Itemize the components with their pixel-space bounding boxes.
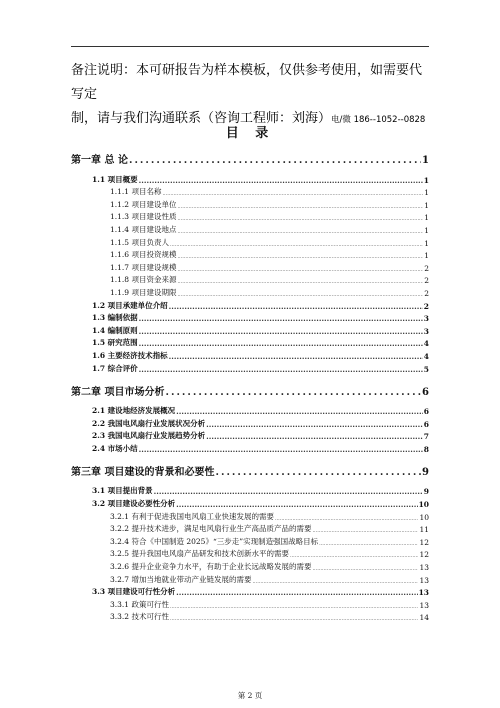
toc-leader-dots — [177, 216, 423, 222]
toc-entry-page: 13 — [419, 563, 429, 573]
toc-entry-label: 3.2.7 增加当地就业带动产业链发展的需要 — [110, 574, 252, 584]
toc-entry-label: 第一章 总 论 — [71, 155, 128, 166]
toc-entry-section[interactable] — [71, 496, 429, 509]
toc-entry-page: 6 — [422, 386, 429, 398]
toc-entry-label: 3.2.6 提升企业竞争力水平，有助于企业长远战略发展的需要 — [110, 562, 312, 572]
toc-leader-dots — [170, 604, 418, 610]
toc-entry-page: 1 — [424, 225, 429, 235]
chapter-gap — [71, 374, 429, 382]
page-number: 第 2 页 — [237, 691, 263, 700]
toc-leader-dots — [170, 616, 418, 622]
toc-entry-page: 12 — [419, 550, 429, 560]
toc-entry-page: 2 — [424, 288, 429, 298]
toc-entry-page: 1 — [424, 200, 429, 210]
toc-entry-page: 11 — [419, 525, 429, 535]
toc-entry-label: 2.4 市场小结 — [92, 443, 138, 453]
toc-entry-page: 14 — [419, 613, 429, 623]
toc-entry-page: 13 — [418, 588, 429, 598]
toc-entry-section[interactable] — [71, 441, 429, 454]
toc-entry-page: 9 — [423, 487, 429, 497]
toc-entry-label: 1.1.6 项目投资规模 — [110, 250, 177, 260]
toc-entry-page: 13 — [419, 575, 429, 585]
toc-entry-page: 7 — [423, 432, 429, 442]
toc-entry-label: 1.1.5 项目负责人 — [110, 237, 169, 247]
toc-leader-dots — [170, 242, 423, 248]
toc-entry-page: 2 — [423, 301, 429, 311]
toc-leader-dots — [319, 541, 418, 547]
toc-entry-label: 1.1.7 项目建设规模 — [110, 262, 177, 272]
toc-entry-page: 2 — [424, 276, 429, 286]
toc-entry-page: 12 — [419, 537, 429, 547]
toc-leader-dots — [169, 352, 423, 361]
toc-entry-label: 3.1 项目提出背景 — [92, 486, 153, 496]
header-rule — [71, 46, 429, 47]
toc-entry-subsection[interactable] — [71, 222, 429, 235]
toc-entry-page: 1 — [424, 188, 429, 198]
toc-leader-dots — [139, 314, 423, 323]
toc-leader-dots — [139, 365, 423, 374]
toc-leader-dots — [176, 407, 423, 416]
toc-entry-page: 4 — [423, 351, 429, 361]
toc-leader-dots — [215, 467, 421, 478]
contact-phone: 电/微 186--1052--0828 — [331, 115, 426, 125]
toc-entry-subsection[interactable] — [71, 210, 429, 223]
toc-entry-subsection[interactable] — [71, 597, 429, 610]
toc-entry-page: 13 — [419, 600, 429, 610]
toc-entry-section[interactable] — [71, 429, 429, 442]
toc-entry-label: 1.1.2 项目建设单位 — [110, 199, 177, 209]
toc-leader-dots — [206, 420, 423, 429]
toc-entry-subsection[interactable] — [71, 534, 429, 547]
toc-leader-dots — [177, 229, 423, 235]
toc-entry-page: 1 — [422, 155, 429, 166]
toc-entry-subsection[interactable] — [71, 572, 429, 585]
toc-entry-page: 1 — [423, 175, 429, 185]
toc-entry-label: 1.1.9 项目建设期限 — [110, 287, 177, 297]
toc-leader-dots — [139, 339, 423, 348]
toc-entry-label: 2.2 我国电风扇行业发展状况分析 — [92, 418, 206, 428]
toc-entry-section[interactable] — [71, 585, 429, 598]
toc-entry-label: 1.4 编制原则 — [92, 325, 138, 335]
toc-entry-label: 3.3.2 技术可行性 — [110, 612, 169, 622]
toc-entry-page: 4 — [423, 339, 429, 349]
toc-leader-dots — [169, 302, 423, 311]
toc-entry-subsection[interactable] — [71, 235, 429, 248]
toc-entry-label: 1.6 主要经济技术指标 — [92, 350, 168, 360]
toc-entry-page: 1 — [424, 238, 429, 248]
chapter-gap — [71, 454, 429, 462]
toc-entry-section[interactable] — [71, 311, 429, 324]
toc-entry-page: 5 — [423, 364, 429, 374]
toc-title: 目 录 — [225, 126, 275, 141]
toc-entry-subsection[interactable] — [71, 285, 429, 298]
toc-leader-dots — [139, 327, 423, 336]
toc-entry-page: 6 — [423, 419, 429, 429]
toc-leader-dots — [176, 500, 417, 509]
toc-entry-page: 8 — [423, 444, 429, 454]
toc-entry-label: 1.3 编制依据 — [92, 313, 138, 323]
toc-entry-subsection[interactable] — [71, 522, 429, 535]
toc-entry-label: 3.3.1 政策可行性 — [110, 599, 169, 609]
toc-leader-dots — [252, 579, 418, 585]
toc-entry-label: 1.7 综合评价 — [92, 363, 138, 373]
toc-entry-label: 1.5 研究范围 — [92, 338, 138, 348]
toc-entry-section[interactable] — [71, 416, 429, 429]
toc-leader-dots — [312, 566, 418, 572]
notice-line-2-text: 制，请与我们沟通联系（咨询工程师：刘海） — [71, 111, 332, 126]
toc-entry-chapter[interactable] — [71, 462, 429, 478]
toc-entry-label: 第二章 项目市场分析 — [71, 386, 165, 398]
toc-entry-page: 1 — [424, 213, 429, 223]
toc-leader-dots — [154, 487, 423, 496]
toc-leader-dots — [177, 204, 423, 210]
toc-entry-page: 3 — [423, 326, 429, 336]
toc-entry-page: 1 — [424, 251, 429, 261]
toc-entry-section[interactable] — [71, 323, 429, 336]
toc-entry-section[interactable] — [71, 348, 429, 361]
toc-entry-page: 9 — [422, 466, 429, 478]
toc-entry-page: 3 — [423, 314, 429, 324]
toc-entry-label: 1.1.4 项目建设地点 — [110, 224, 177, 234]
toc-entry-label: 1.1.3 项目建设性质 — [110, 212, 177, 222]
toc-entry-subsection[interactable] — [71, 197, 429, 210]
toc-leader-dots — [176, 588, 417, 597]
toc-leader-dots — [162, 191, 423, 197]
toc-leader-dots — [177, 279, 423, 285]
toc-entry-section[interactable] — [71, 298, 429, 311]
toc-leader-dots — [129, 155, 421, 166]
toc-entry-subsection[interactable] — [71, 260, 429, 273]
toc-entry-label: 2.3 我国电风扇行业发展趋势分析 — [92, 431, 206, 441]
notice-line-1: 备注说明：本可研报告为样本模板，仅供参考使用，如需要代写定 — [71, 63, 423, 102]
toc-entry-label: 2.1 建设地经济发展概况 — [92, 406, 176, 416]
toc-entry-label: 1.2 项目承建单位介绍 — [92, 300, 168, 310]
toc-entry-page: 6 — [423, 407, 429, 417]
toc-leader-dots — [206, 432, 423, 441]
toc-entry-subsection[interactable] — [71, 185, 429, 198]
toc-leader-dots — [177, 267, 423, 273]
toc-entry-subsection[interactable] — [71, 509, 429, 522]
toc-entry-chapter[interactable] — [71, 150, 429, 166]
toc-entry-label: 3.2.4 符合《中国制造 2025》“三步走”实现制造强国战略目标 — [110, 536, 319, 546]
toc-entry-page: 2 — [424, 263, 429, 273]
toc-entry-subsection[interactable] — [71, 248, 429, 261]
toc-entry-label: 3.2.5 提升我国电风扇产品研发和技术创新水平的需要 — [110, 549, 289, 559]
toc-leader-dots — [165, 387, 421, 398]
toc-entry-subsection[interactable] — [71, 610, 429, 623]
toc-entry-subsection[interactable] — [71, 273, 429, 286]
toc-leader-dots — [290, 553, 418, 559]
table-of-contents — [71, 150, 429, 622]
toc-entry-label: 3.3 项目建设可行性分析 — [92, 587, 176, 597]
toc-entry-label: 第三章 项目建设的背景和必要性 — [71, 466, 215, 478]
toc-leader-dots — [275, 516, 418, 522]
toc-entry-page: 10 — [418, 500, 429, 510]
toc-entry-subsection[interactable] — [71, 559, 429, 572]
toc-entry-label: 3.2 项目建设必要性分析 — [92, 499, 176, 509]
toc-entry-label: 3.2.2 提升技术进步，满足电风扇行业生产高品质产品的需要 — [110, 524, 312, 534]
toc-leader-dots — [177, 254, 423, 260]
toc-entry-label: 1.1.8 项目资金来源 — [110, 275, 177, 285]
toc-leader-dots — [177, 292, 423, 298]
toc-entry-section[interactable] — [71, 361, 429, 374]
toc-entry-section[interactable] — [71, 404, 429, 417]
toc-entry-section[interactable] — [71, 484, 429, 497]
toc-entry-label: 1.1.1 项目名称 — [110, 187, 162, 197]
toc-entry-label: 1.1 项目概要 — [92, 174, 138, 184]
toc-entry-section[interactable] — [71, 336, 429, 349]
toc-entry-subsection[interactable] — [71, 547, 429, 560]
toc-entry-chapter[interactable] — [71, 382, 429, 398]
toc-leader-dots — [312, 528, 418, 534]
toc-leader-dots — [139, 176, 423, 185]
toc-entry-section[interactable] — [71, 172, 429, 185]
toc-leader-dots — [139, 445, 423, 454]
toc-entry-label: 3.2.1 有利于促进我国电风扇工业快速发展的需要 — [110, 511, 274, 521]
toc-entry-page: 10 — [419, 512, 429, 522]
